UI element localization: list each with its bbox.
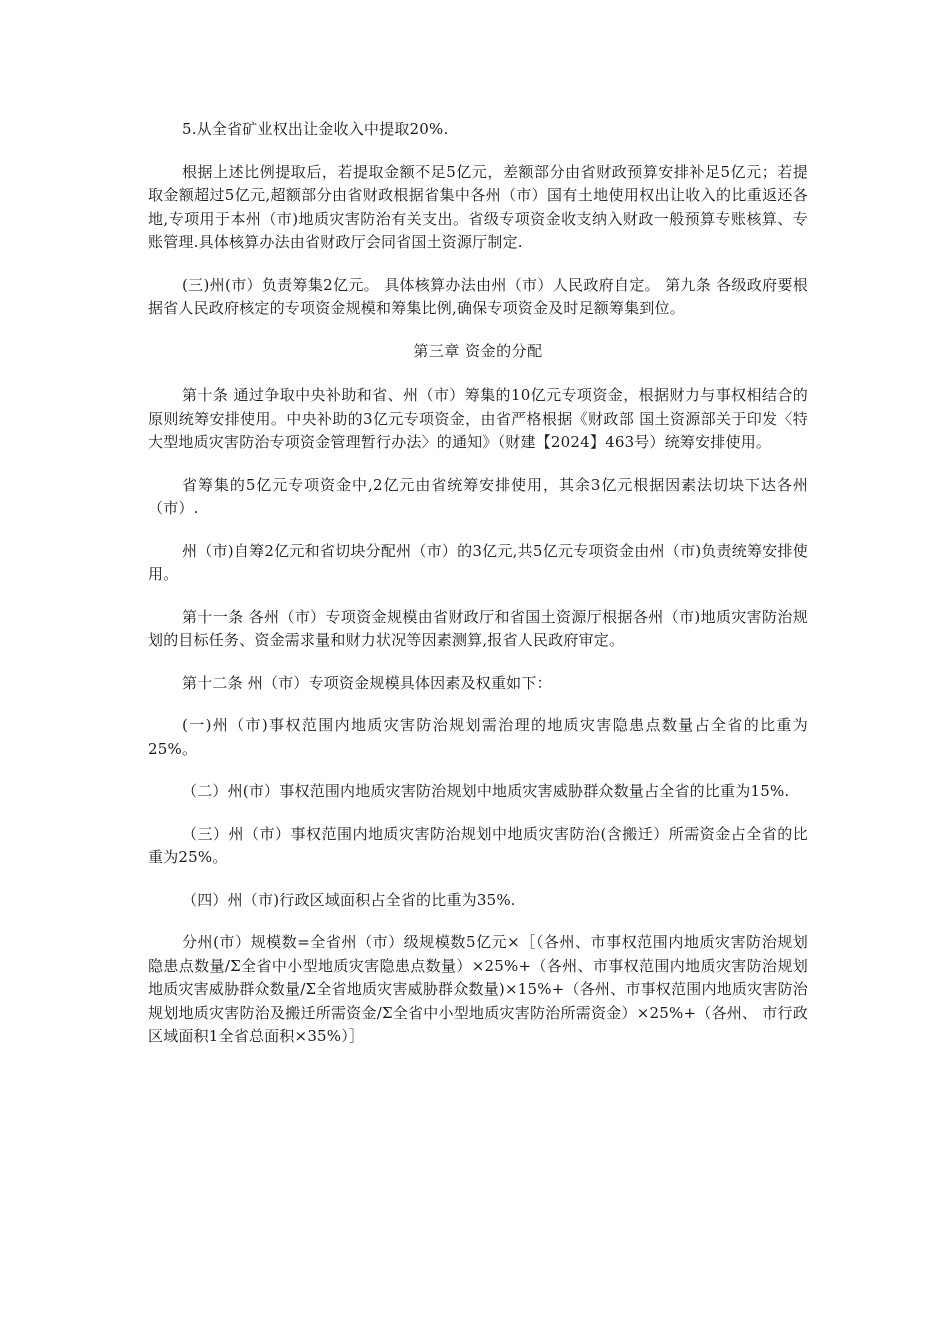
paragraph-formula: 分州(市）规模数=全省州（市）级规模数5亿元×［（各州、市事权范围内地质灾害防治规划隐患点数量/Σ全省中小型地质灾害隐患点数量）×25%+（各州、市事权范围内地质灾害防治规划地质灾害威胁群众数量/Σ全省地质灾害威胁群众数量)×15%+（各州、市事权范围内地质灾害防治规划地质灾害防治及搬迁所需资金/Σ全省中小型地质灾害防治所需资金）×25%+（各州、 市行政区域面积1全省总面积×35%）］	[148, 933, 808, 1045]
paragraph-provincial-funds: 省筹集的5亿元专项资金中,2亿元由省统筹安排使用，其余3亿元根据因素法切块下达各州（市）.	[148, 475, 808, 517]
paragraph-prefecture-funding: (三)州(市）负责筹集2亿元。 具体核算办法由州（市）人民政府自定。 第九条 各级政府要根据省人民政府核定的专项资金规模和筹集比例,确保专项资金及时足额筹集到位。	[148, 275, 808, 317]
paragraph-factor-4: （四）州（市)行政区域面积占全省的比重为35%.	[182, 890, 516, 909]
document-page	[148, 118, 808, 1068]
paragraph-factor-1: (一)州（市)事权范围内地质灾害防治规划需治理的地质灾害隐患点数量占全省的比重为25%。	[148, 716, 808, 758]
paragraph-article-12: 第十二条 州（市）专项资金规模具体因素及权重如下：	[182, 673, 552, 692]
paragraph-prefecture-funds: 州（市)自筹2亿元和省切块分配州（市）的3亿元,共5亿元专项资金由州（市)负责统筹安排使用。	[148, 541, 808, 583]
paragraph-factor-2: （二）州(市）事权范围内地质灾害防治规划中地质灾害威胁群众数量占全省的比重为15%.	[182, 782, 790, 800]
chapter-title: 第三章 资金的分配	[413, 341, 543, 360]
paragraph-article-11: 第十一条 各州（市）专项资金规模由省财政厅和省国土资源厅根据各州（市)地质灾害防治规划的目标任务、资金需求量和财力状况等因素测算,报省人民政府审定。	[148, 607, 808, 649]
paragraph-article-10: 第十条 通过争取中央补助和省、州（市）筹集的10亿元专项资金，根据财力与事权相结合的原则统筹安排使用。中央补助的3亿元专项资金，由省严格根据《财政部 国土资源部关于印发〈特大型地质灾害防治专项资金管理暂行办法〉的通知》（财建【2024】463号）统筹安排使用。	[148, 386, 808, 451]
paragraph-factor-3: （三）州（市）事权范围内地质灾害防治规划中地质灾害防治(含搬迁）所需资金占全省的比重为25%。	[148, 824, 808, 866]
paragraph-extraction-rules: 根据上述比例提取后，若提取金额不足5亿元，差额部分由省财政预算安排补足5亿元；若提取金额超过5亿元,超额部分由省财政根据省集中各州（市）国有土地使用权出让收入的比重返还各地,专项用于本州（市)地质灾害防治有关支出。省级专项资金收支纳入财政一般预算专账核算、专账管理.具体核算办法由省财政厅会同省国土资源厅制定.	[148, 162, 808, 251]
paragraph-mining-rights: 5.从全省矿业权出让金收入中提取20%.	[182, 120, 449, 138]
